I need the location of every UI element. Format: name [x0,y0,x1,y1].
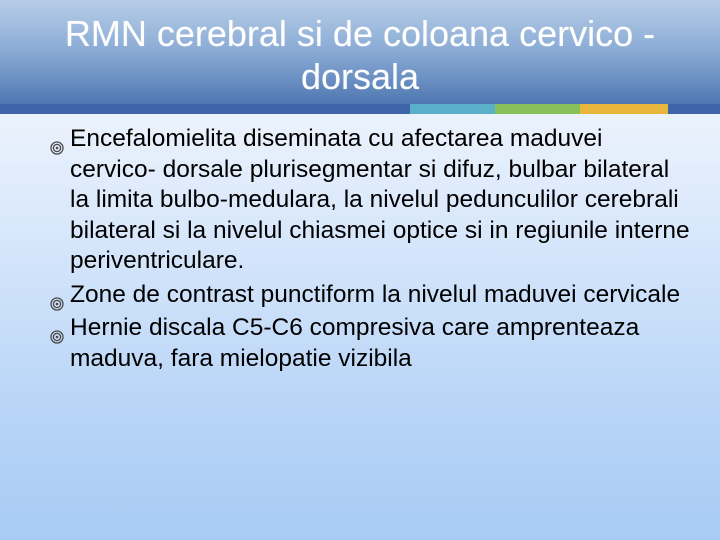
accent-segment [668,104,720,114]
bullet-text: Hernie discala C5-C6 compresiva care amprenteaza maduva, fara mielopatie vizibila [70,314,640,372]
slide-body [52,124,692,377]
accent-segment [0,104,410,114]
bullet-item [52,280,692,311]
target-bullet-icon [50,322,64,336]
bullet-item [52,124,692,277]
bullet-text: Zone de contrast punctiform la nivelul maduvei cervicale [70,280,681,308]
accent-bar [0,104,720,114]
bullet-text: Encefalomielita diseminata cu afectarea maduvei cervico- dorsale plurisegmentar si difuz, bulbar bilateral la limita bulbo-medulara, la nivelul pedunculilor cerebrali bilateral si la nivelul chiasmei optice si in regiunile interne periventriculare. [70,125,690,274]
target-bullet-icon [50,289,64,303]
bullet-list [52,124,692,374]
title-area [0,0,720,104]
accent-segment [495,104,580,114]
accent-segment [580,104,668,114]
accent-segment [410,104,495,114]
target-bullet-icon [50,133,64,147]
bullet-item [52,313,692,374]
slide-title: RMN cerebral si de coloana cervico -dorsala [64,13,656,97]
